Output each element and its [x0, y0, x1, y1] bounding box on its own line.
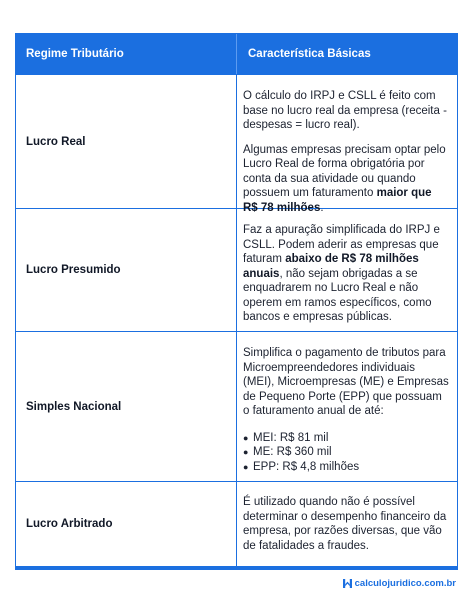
list-item-text: ME: R$ 360 mil: [253, 446, 332, 458]
text-span: , não sejam obrigadas a se enquadrarem no Lucro Real e não operem em ramos específicos, como bancos e empresas públicas.: [243, 267, 432, 323]
regime-label: Lucro Real: [16, 75, 237, 208]
regime-description: [237, 482, 457, 566]
header-characteristics: Característica Básicas: [248, 48, 371, 60]
regime-label: Lucro Arbitrado: [16, 482, 237, 566]
description-paragraph: [243, 143, 449, 216]
highlight-text: maior que R$ 78 milhões: [243, 187, 432, 214]
bottom-accent-bar: [15, 567, 458, 570]
table-row-simples-nacional: [16, 331, 457, 481]
regime-label: Lucro Presumido: [16, 209, 237, 331]
list-item-text: EPP: R$ 4,8 milhões: [253, 460, 360, 473]
table-header: [16, 34, 457, 74]
revenue-limit-list: [243, 431, 449, 475]
tax-regime-table: [15, 33, 458, 567]
table-row-lucro-arbitrado: [16, 481, 457, 566]
bullet-icon: ●: [243, 432, 249, 443]
description-paragraph: [243, 223, 449, 325]
regime-description: [237, 209, 457, 331]
regime-description: [237, 332, 457, 481]
table-row-lucro-presumido: [16, 208, 457, 331]
description-paragraph: Simplifica o pagamento de tributos para Microempreendedores individuais (MEI), Microempresas (ME) e Empresas de Pequeno Porte (EPP) que possuam o faturamento anual de até:: [243, 347, 449, 417]
list-item-text: MEI: R$ 81 mil: [253, 431, 329, 444]
footer-brand[interactable]: [343, 578, 456, 589]
highlight-text: abaixo de R$ 78 milhões anuais: [243, 253, 419, 280]
text-span: Algumas empresas precisam optar pelo Lucro Real de forma obrigatória por conta da sua atividade ou quando possuem um faturamento: [243, 143, 446, 199]
description-paragraph: O cálculo do IRPJ e CSLL é feito com base no lucro real da empresa (receita - despesas = lucro real).: [243, 90, 447, 131]
site-url[interactable]: calculojuridico.com.br: [354, 578, 456, 589]
list-item: [243, 445, 449, 460]
calculo-juridico-logo-icon: [343, 579, 352, 588]
header-regime: Regime Tributário: [16, 34, 237, 74]
bullet-icon: ●: [243, 447, 249, 457]
bullet-icon: ●: [243, 461, 249, 472]
regime-description: [237, 75, 457, 214]
list-item: [243, 460, 449, 475]
list-item: [243, 431, 449, 446]
text-span: Faz a apuração simplificada do IRPJ e CSLL. Podem aderir as empresas que faturam: [243, 224, 440, 265]
text-span: .: [320, 201, 324, 214]
table-row-lucro-real: [16, 74, 457, 214]
description-paragraph: É utilizado quando não é possível determinar o desempenho financeiro da empresa, por razões diversas, que vão de fatalidades a fraudes.: [243, 496, 447, 552]
regime-label: Simples Nacional: [16, 332, 237, 481]
